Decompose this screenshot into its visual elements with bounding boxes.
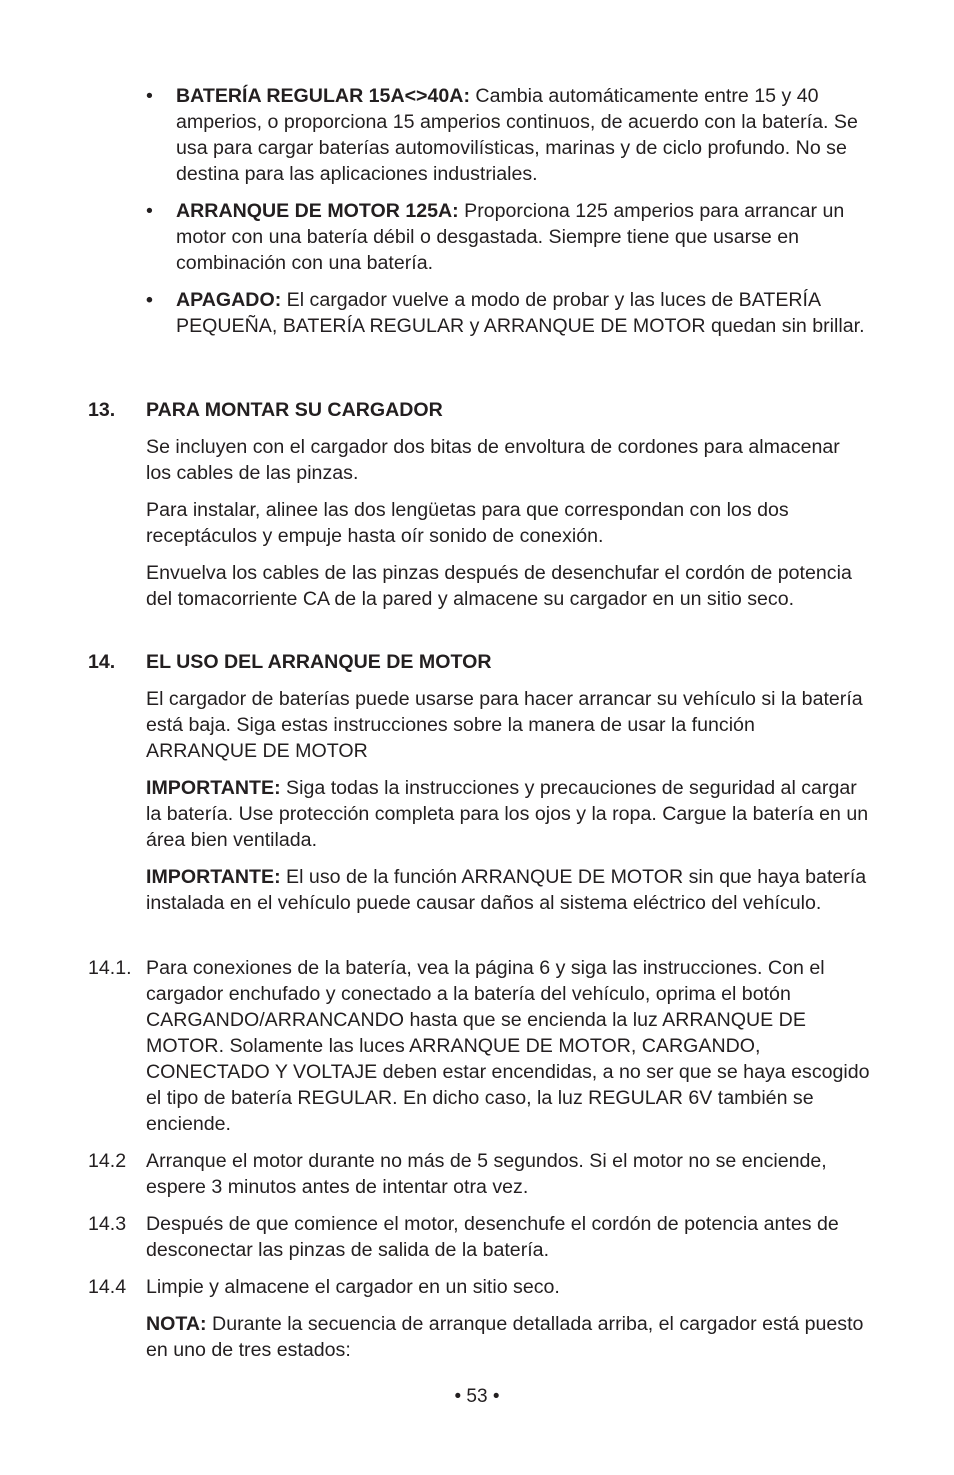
- important-text: Siga todas la instrucciones y precauciones de seguridad al cargar la batería. Use protección completa para los ojos y la ropa. Cargue la batería en un área bien ventilada.: [146, 777, 869, 851]
- step-14-2: [88, 1148, 870, 1200]
- step-number: 14.3: [88, 1213, 127, 1235]
- important-label: IMPORTANTE:: [146, 866, 281, 888]
- step-text: Arranque el motor durante no más de 5 segundos. Si el motor no se enciende, espere 3 minutos antes de intentar otra vez.: [146, 1150, 827, 1198]
- bullet-label: APAGADO:: [176, 289, 282, 311]
- bullet-arranque-de-motor: [146, 198, 866, 276]
- step-number: 14.2: [88, 1150, 127, 1172]
- section-number: 14.: [88, 651, 116, 673]
- important-label: IMPORTANTE:: [146, 777, 281, 799]
- bullet-body: El cargador vuelve a modo de probar y las luces de BATERÍA PEQUEÑA, BATERÍA REGULAR y ARRANQUE DE MOTOR quedan sin brillar.: [176, 289, 865, 337]
- section-13-paragraph-3: Envuelva los cables de las pinzas después de desenchufar el cordón de potencia del tomacorriente CA de la pared y almacene su cargador en un sitio seco.: [146, 562, 852, 610]
- step-number: 14.4: [88, 1276, 127, 1298]
- step-14-3: [88, 1211, 870, 1263]
- page-number: • 53 •: [454, 1386, 500, 1407]
- nota-label: NOTA:: [146, 1313, 207, 1335]
- section-13-paragraph-1: Se incluyen con el cargador dos bitas de envoltura de cordones para almacenar los cables de las pinzas.: [146, 436, 840, 484]
- step-14-4: [88, 1274, 870, 1300]
- important-text: El uso de la función ARRANQUE DE MOTOR sin que haya batería instalada en el vehículo puede causar daños al sistema eléctrico del vehículo.: [146, 866, 867, 914]
- step-number: 14.1.: [88, 957, 132, 979]
- section-title: PARA MONTAR SU CARGADOR: [146, 399, 443, 421]
- bullet-text: [176, 83, 866, 187]
- important-note-2: [146, 864, 870, 916]
- important-note-1: [146, 775, 870, 853]
- bullet-dot: •: [146, 200, 153, 222]
- section-title: EL USO DEL ARRANQUE DE MOTOR: [146, 651, 492, 673]
- bullet-body: Proporciona 125 amperios para arrancar un motor con una batería débil o desgastada. Siempre tiene que usarse en combinación con una batería.: [176, 200, 845, 274]
- step-14-1: [88, 955, 870, 1137]
- bullet-body: Cambia automáticamente entre 15 y 40 amperios, o proporciona 15 amperios continuos, de acuerdo con la batería. Se usa para cargar baterías automovilísticas, marinas y de ciclo profundo. No se destina para las aplicaciones industriales.: [176, 85, 858, 185]
- step-text: Limpie y almacene el cargador en un sitio seco.: [146, 1276, 560, 1298]
- nota-text: Durante la secuencia de arranque detallada arriba, el cargador está puesto en uno de tres estados:: [146, 1313, 864, 1361]
- step-text: Para conexiones de la batería, vea la página 6 y siga las instrucciones. Con el cargador enchufado y conectado a la batería del vehículo, oprima el botón CARGANDO/ARRANCANDO hasta que se encienda la luz ARRANQUE DE MOTOR. Solamente las luces ARRANQUE DE MOTOR, CARGANDO, CONECTADO Y VOLTAJE deben estar encendidas, a no ser que se haya escogido el tipo de batería REGULAR. En dicho caso, la luz REGULAR 6V también se enciende.: [146, 957, 870, 1135]
- section-13-paragraph-2: Para instalar, alinee las dos lengüetas para que correspondan con los dos receptáculos y empuje hasta oír sonido de conexión.: [146, 499, 789, 547]
- bullet-dot: •: [146, 289, 153, 311]
- section-number: 13.: [88, 399, 116, 421]
- bullet-text: [176, 287, 866, 339]
- nota-paragraph: [146, 1311, 870, 1363]
- bullet-apagado: [146, 287, 866, 339]
- bullet-bateria-regular: [146, 83, 866, 187]
- bullet-dot: •: [146, 85, 153, 107]
- bullet-text: [176, 198, 866, 276]
- bullet-label: ARRANQUE DE MOTOR 125A:: [176, 200, 459, 222]
- step-text: Después de que comience el motor, desenchufe el cordón de potencia antes de desconectar las pinzas de salida de la batería.: [146, 1213, 839, 1261]
- section-14-intro: El cargador de baterías puede usarse para hacer arrancar su vehículo si la batería está baja. Siga estas instrucciones sobre la manera de usar la función ARRANQUE DE MOTOR: [146, 688, 863, 762]
- bullet-label: BATERÍA REGULAR 15A<>40A:: [176, 85, 470, 107]
